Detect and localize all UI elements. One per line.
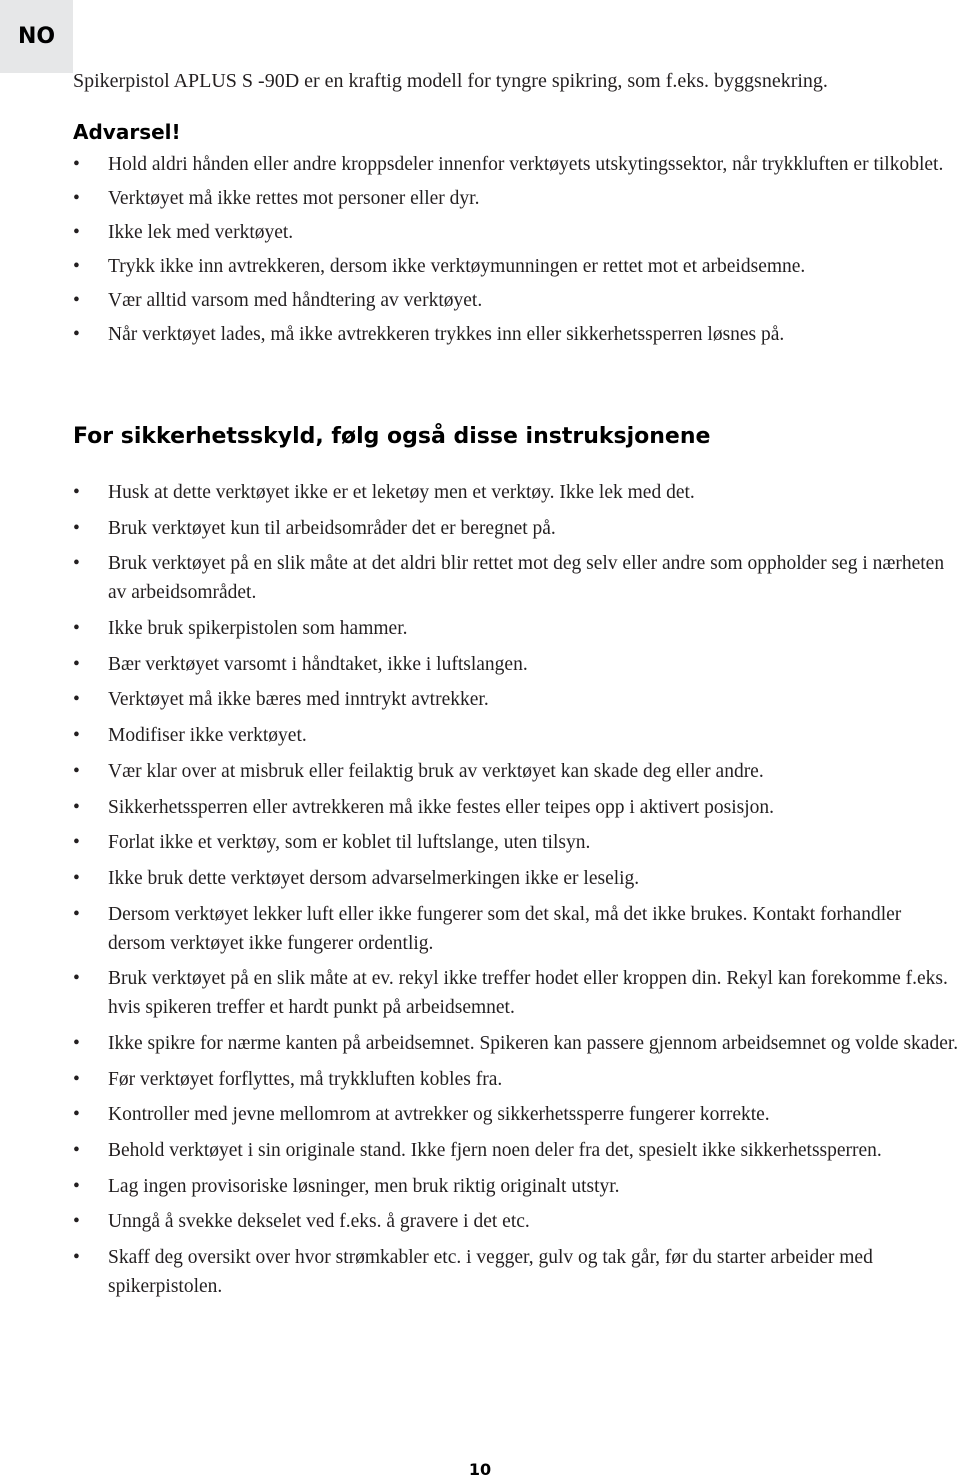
bullet-icon: • xyxy=(73,760,80,782)
list-item xyxy=(73,650,960,679)
bullet-icon: • xyxy=(73,1140,80,1161)
bullet-icon: • xyxy=(73,188,80,209)
list-item-text: Husk at dette verktøyet ikke er et leketøy men et verktøy. Ikke lek med det. xyxy=(108,482,695,503)
safety-list xyxy=(73,478,960,1308)
list-item-text: Verktøyet må ikke rettes mot personer eller dyr. xyxy=(108,188,480,209)
list-item xyxy=(73,184,960,213)
bullet-icon: • xyxy=(73,1247,80,1269)
list-item xyxy=(73,614,960,643)
list-item-text: Sikkerhetssperren eller avtrekkeren må ikke festes eller teipes opp i aktivert posisjon. xyxy=(108,796,775,818)
bullet-icon: • xyxy=(73,1068,80,1090)
list-item xyxy=(73,964,960,1022)
list-item-text: Trykk ikke inn avtrekkeren, dersom ikke verktøymunningen er rettet mot et arbeidsemne. xyxy=(108,256,806,277)
list-item xyxy=(73,1207,960,1236)
list-item xyxy=(73,320,960,349)
list-item xyxy=(73,478,960,507)
bullet-icon: • xyxy=(73,968,80,990)
list-item xyxy=(73,1065,960,1094)
bullet-icon: • xyxy=(73,517,80,539)
list-item xyxy=(73,1172,960,1201)
bullet-icon: • xyxy=(73,618,80,640)
bullet-icon: • xyxy=(73,324,80,345)
list-item-text: Verktøyet må ikke bæres med inntrykt avtrekker. xyxy=(108,689,489,711)
bullet-icon: • xyxy=(73,553,80,575)
bullet-icon: • xyxy=(73,689,80,711)
bullet-icon: • xyxy=(73,725,80,747)
list-item xyxy=(73,793,960,822)
list-item-text: Dersom verktøyet lekker luft eller ikke fungerer som det skal, må det ikke brukes. Kontakt forhandler dersom verktøyet ikke fungerer ordentlig. xyxy=(108,903,902,954)
list-item xyxy=(73,549,960,607)
list-item-text: Vær alltid varsom med håndtering av verktøyet. xyxy=(108,290,483,311)
safety-heading: For sikkerhetsskyld, følg også disse instruksjonene xyxy=(73,424,711,449)
bullet-icon: • xyxy=(73,1175,80,1197)
intro-paragraph: Spikerpistol APLUS S -90D er en kraftig modell for tyngre spikring, som f.eks. byggsnekring. xyxy=(73,70,828,92)
list-item-text: Modifiser ikke verktøyet. xyxy=(108,725,307,747)
list-item-text: Skaff deg oversikt over hvor strømkabler etc. i vegger, gulv og tak går, før du starter arbeider med spikerpistolen. xyxy=(108,1247,873,1298)
language-tab-label: NO xyxy=(17,24,56,49)
bullet-icon: • xyxy=(73,256,80,277)
list-item xyxy=(73,514,960,543)
list-item-text: Ikke bruk spikerpistolen som hammer. xyxy=(108,618,408,640)
bullet-icon: • xyxy=(73,482,80,503)
list-item xyxy=(73,1029,960,1058)
list-item xyxy=(73,286,960,315)
list-item xyxy=(73,828,960,857)
bullet-icon: • xyxy=(73,867,80,889)
bullet-icon: • xyxy=(73,154,80,175)
bullet-icon: • xyxy=(73,1211,80,1233)
language-tab xyxy=(0,0,73,73)
list-item xyxy=(73,900,960,958)
list-item-text: Ikke spikre for nærme kanten på arbeidsemnet. Spikeren kan passere gjennom arbeidsemnet og volde skader. xyxy=(108,1032,959,1054)
bullet-icon: • xyxy=(73,1104,80,1126)
list-item xyxy=(73,864,960,893)
list-item-text: Lag ingen provisoriske løsninger, men bruk riktig originalt utstyr. xyxy=(108,1175,620,1197)
list-item xyxy=(73,218,960,247)
list-item-text: Forlat ikke et verktøy, som er koblet til luftslange, uten tilsyn. xyxy=(108,832,591,854)
bullet-icon: • xyxy=(73,903,80,925)
list-item xyxy=(73,685,960,714)
list-item xyxy=(73,721,960,750)
list-item-text: Unngå å svekke dekselet ved f.eks. å gravere i det etc. xyxy=(108,1211,530,1233)
list-item xyxy=(73,757,960,786)
list-item-text: Ikke lek med verktøyet. xyxy=(108,222,294,243)
list-item-text: Ikke bruk dette verktøyet dersom advarselmerkingen ikke er leselig. xyxy=(108,867,640,889)
bullet-icon: • xyxy=(73,653,80,675)
list-item xyxy=(73,1100,960,1129)
list-item-text: Bruk verktøyet kun til arbeidsområder det er beregnet på. xyxy=(108,517,556,539)
list-item-text: Bruk verktøyet på en slik måte at det aldri blir rettet mot deg selv eller andre som oppholder seg i nærheten av arbeidsområdet. xyxy=(108,553,945,604)
list-item-text: Hold aldri hånden eller andre kroppsdeler innenfor verktøyets utskytingssektor, når trykkluften er tilkoblet. xyxy=(108,154,944,175)
list-item-text: Før verktøyet forflyttes, må trykkluften kobles fra. xyxy=(108,1068,503,1090)
list-item xyxy=(73,150,960,179)
bullet-icon: • xyxy=(73,1032,80,1054)
list-item xyxy=(73,1136,960,1165)
bullet-icon: • xyxy=(73,832,80,854)
list-item-text: Kontroller med jevne mellomrom at avtrekker og sikkerhetssperre fungerer korrekte. xyxy=(108,1104,770,1126)
list-item-text: Bær verktøyet varsomt i håndtaket, ikke i luftslangen. xyxy=(108,653,528,675)
list-item xyxy=(73,1243,960,1301)
bullet-icon: • xyxy=(73,222,80,243)
list-item-text: Bruk verktøyet på en slik måte at ev. rekyl ikke treffer hodet eller kroppen din. Rekyl kan forekomme f.eks. hvis spikeren treffer et hardt punkt på arbeidsemnet. xyxy=(108,968,948,1019)
bullet-icon: • xyxy=(73,796,80,818)
list-item-text: Når verktøyet lades, må ikke avtrekkeren trykkes inn eller sikkerhetssperren løsnes på. xyxy=(108,324,785,345)
bullet-icon: • xyxy=(73,290,80,311)
warning-list xyxy=(73,150,960,354)
list-item-text: Behold verktøyet i sin originale stand. Ikke fjern noen deler fra det, spesielt ikke sikkerhetssperren. xyxy=(108,1140,882,1161)
list-item-text: Vær klar over at misbruk eller feilaktig bruk av verktøyet kan skade deg eller andre. xyxy=(108,760,764,782)
warning-heading: Advarsel! xyxy=(73,120,181,144)
list-item xyxy=(73,252,960,281)
page-number: 10 xyxy=(468,1460,492,1479)
